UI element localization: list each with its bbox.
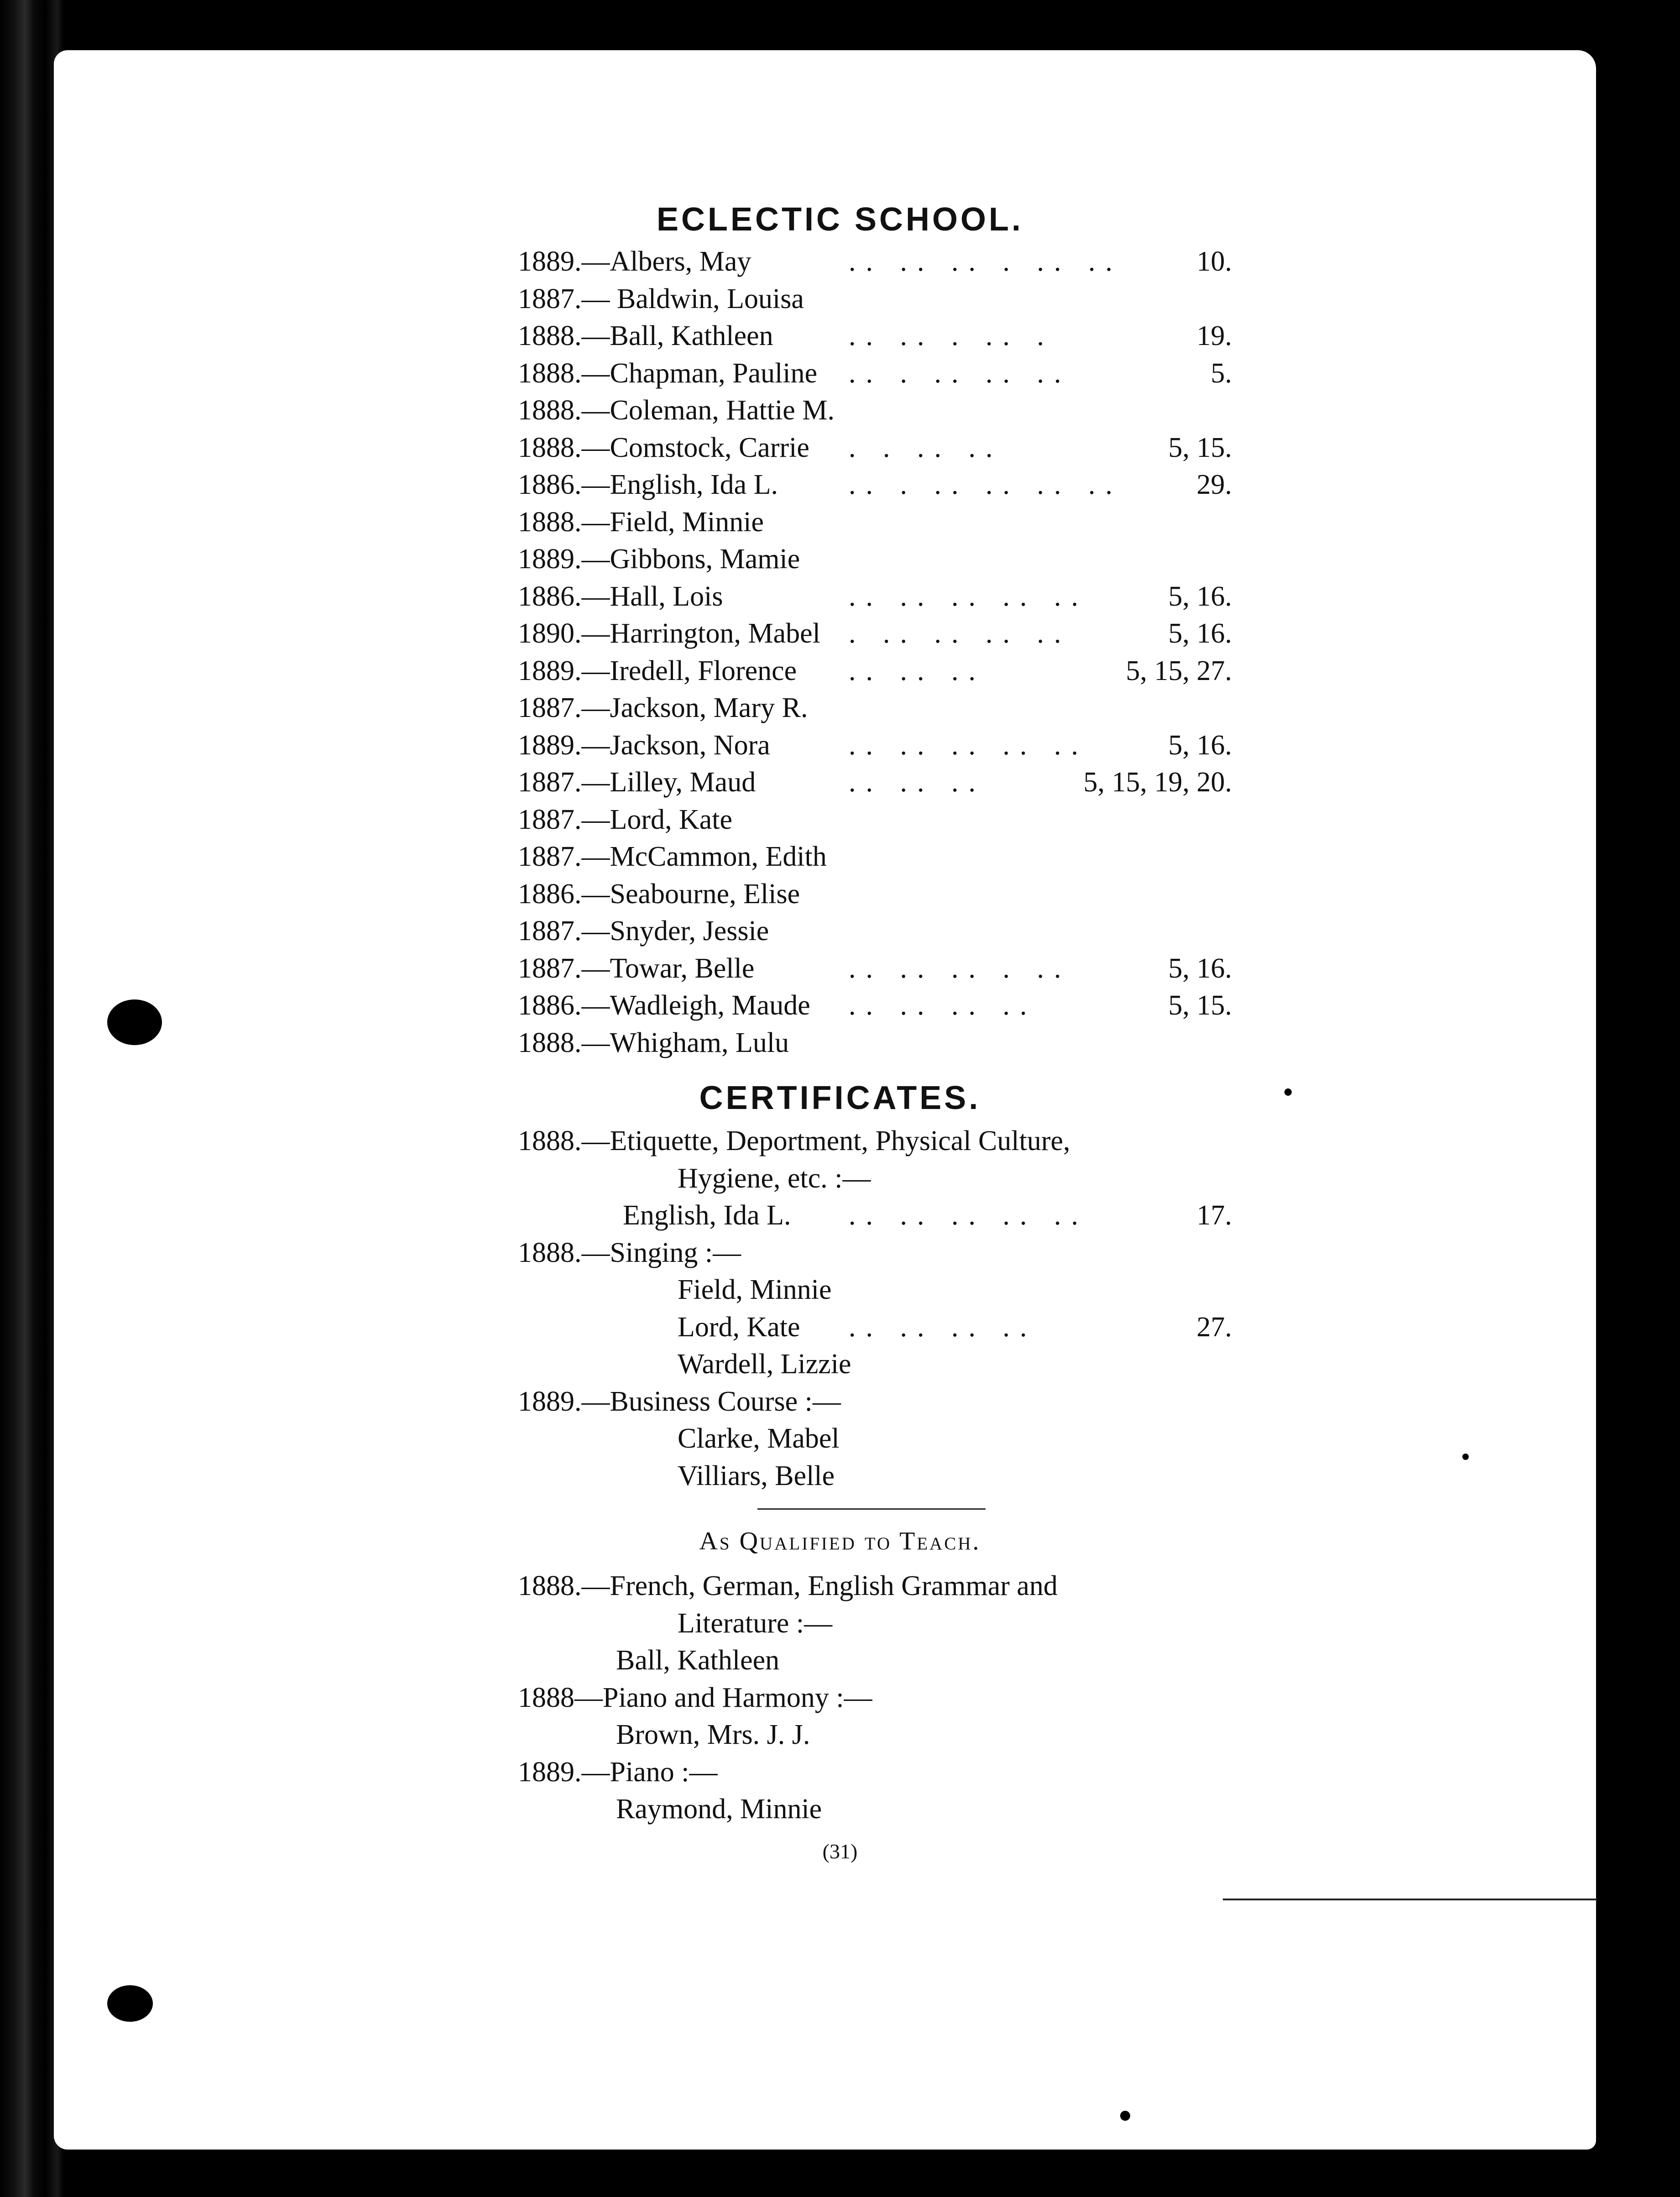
page-refs: 5, 16. xyxy=(1168,952,1232,984)
eclectic-entry-text: 1886.—Hall, Lois xyxy=(518,581,723,612)
eclectic-entry-text: 1887.—Jackson, Mary R. xyxy=(518,692,808,723)
eclectic-entry-text: 1889.—Gibbons, Mamie xyxy=(518,544,800,575)
certificate-line-text: Field, Minnie xyxy=(678,1274,832,1305)
page-number: (31) xyxy=(822,1840,858,1863)
qualified-heading: As Qualified to Teach. xyxy=(699,1527,981,1555)
eclectic-entry-text: 1888.—Comstock, Carrie xyxy=(518,432,809,463)
eclectic-entry-text: 1887.—McCammon, Edith xyxy=(518,841,827,872)
certificate-line-text: English, Ida L. xyxy=(623,1200,791,1231)
leader-dots: .. . .. .. .. xyxy=(849,357,1071,389)
certificate-line-text: Hygiene, etc. :— xyxy=(678,1162,871,1194)
eclectic-entry-text: 1887.—Lord, Kate xyxy=(518,804,733,835)
eclectic-entry-text: 1889.—Iredell, Florence xyxy=(518,655,797,686)
leader-dots: .. .. . .. . xyxy=(849,320,1054,351)
eclectic-entry-text: 1887.—Lilley, Maud xyxy=(518,767,756,798)
qualified-line-text: Ball, Kathleen xyxy=(616,1645,780,1676)
ink-spot xyxy=(1120,2111,1130,2121)
ink-spot xyxy=(1462,1454,1469,1460)
leader-dots: .. .. .. xyxy=(849,767,986,798)
eclectic-entry-text: 1890.—Harrington, Mabel xyxy=(518,618,820,649)
certificate-line-text: 1889.—Business Course :— xyxy=(518,1386,841,1417)
qualified-line-text: Literature :— xyxy=(678,1607,833,1639)
page-refs: 29. xyxy=(1196,469,1232,500)
page-refs: 17. xyxy=(1196,1200,1232,1231)
qualified-line-text: Raymond, Minnie xyxy=(616,1794,822,1825)
page-refs: 5, 15, 27. xyxy=(1126,655,1232,686)
page-refs: 5, 16. xyxy=(1168,581,1232,612)
eclectic-entry-text: 1888.—Field, Minnie xyxy=(518,506,764,538)
certificate-line-text: 1888.—Singing :— xyxy=(518,1237,741,1268)
certificate-line-text: 1888.—Etiquette, Deportment, Physical Culture, xyxy=(518,1125,1070,1156)
page-refs: 27. xyxy=(1196,1311,1232,1343)
certificate-line-text: Wardell, Lizzie xyxy=(678,1349,851,1380)
eclectic-entry-text: 1886.—Seabourne, Elise xyxy=(518,878,800,910)
qualified-line-text: 1889.—Piano :— xyxy=(518,1756,718,1788)
leader-dots: .. .. .. . .. xyxy=(849,952,1071,984)
ink-blot xyxy=(107,1985,153,2022)
leader-dots: .. .. .. .. xyxy=(849,990,1037,1021)
qualified-line-text: 1888—Piano and Harmony :— xyxy=(518,1682,872,1713)
qualified-line-text: Brown, Mrs. J. J. xyxy=(616,1719,810,1750)
leader-dots: .. . .. .. .. .. xyxy=(849,469,1122,500)
eclectic-entry-text: 1886.—Wadleigh, Maude xyxy=(518,990,810,1021)
edge-line xyxy=(1223,1899,1597,1900)
eclectic-entry-text: 1888.—Ball, Kathleen xyxy=(518,320,773,351)
leader-dots: . .. .. .. .. xyxy=(849,618,1071,649)
eclectic-entry-text: 1887.—Snyder, Jessie xyxy=(518,915,769,947)
eclectic-entry-text: 1889.—Jackson, Nora xyxy=(518,729,770,761)
eclectic-entry-text: 1886.—English, Ida L. xyxy=(518,469,778,500)
page-refs: 5, 15. xyxy=(1168,432,1232,463)
eclectic-school-heading: ECLECTIC SCHOOL. xyxy=(656,201,1023,238)
page-refs: 5, 16. xyxy=(1168,729,1232,761)
leader-dots: .. .. .. . .. .. xyxy=(849,246,1122,277)
page-refs: 19. xyxy=(1196,320,1232,351)
leader-dots: .. .. .. .. .. xyxy=(849,581,1088,612)
eclectic-entry-text: 1888.—Whigham, Lulu xyxy=(518,1027,789,1058)
certificate-line-text: Clarke, Mabel xyxy=(678,1423,840,1454)
eclectic-entry-text: 1888.—Chapman, Pauline xyxy=(518,357,818,389)
page-refs: 5, 16. xyxy=(1168,618,1232,649)
certificate-line-text: Lord, Kate xyxy=(678,1311,800,1343)
eclectic-entry-text: 1887.— Baldwin, Louisa xyxy=(518,283,804,314)
page-refs: 10. xyxy=(1196,246,1232,277)
page-refs: 5. xyxy=(1210,357,1232,389)
leader-dots: .. .. .. xyxy=(849,655,986,686)
eclectic-entry-text: 1888.—Coleman, Hattie M. xyxy=(518,395,835,426)
page-refs: 5, 15, 19, 20. xyxy=(1083,767,1232,798)
leader-dots: . . .. .. xyxy=(849,432,1003,463)
certificate-line-text: Villiars, Belle xyxy=(678,1460,835,1491)
eclectic-entry-text: 1889.—Albers, May xyxy=(518,246,751,277)
leader-dots: .. .. .. .. .. xyxy=(849,1200,1088,1231)
leader-dots: .. .. .. .. xyxy=(849,1311,1037,1343)
section-divider xyxy=(757,1508,986,1510)
eclectic-entry-text: 1887.—Towar, Belle xyxy=(518,952,755,984)
page-refs: 5, 15. xyxy=(1168,990,1232,1021)
leader-dots: .. .. .. .. .. xyxy=(849,729,1088,761)
ink-blot xyxy=(107,999,162,1045)
qualified-line-text: 1888.—French, German, English Grammar and xyxy=(518,1570,1058,1601)
certificates-heading: CERTIFICATES. xyxy=(699,1080,981,1116)
ink-spot xyxy=(1284,1088,1292,1096)
